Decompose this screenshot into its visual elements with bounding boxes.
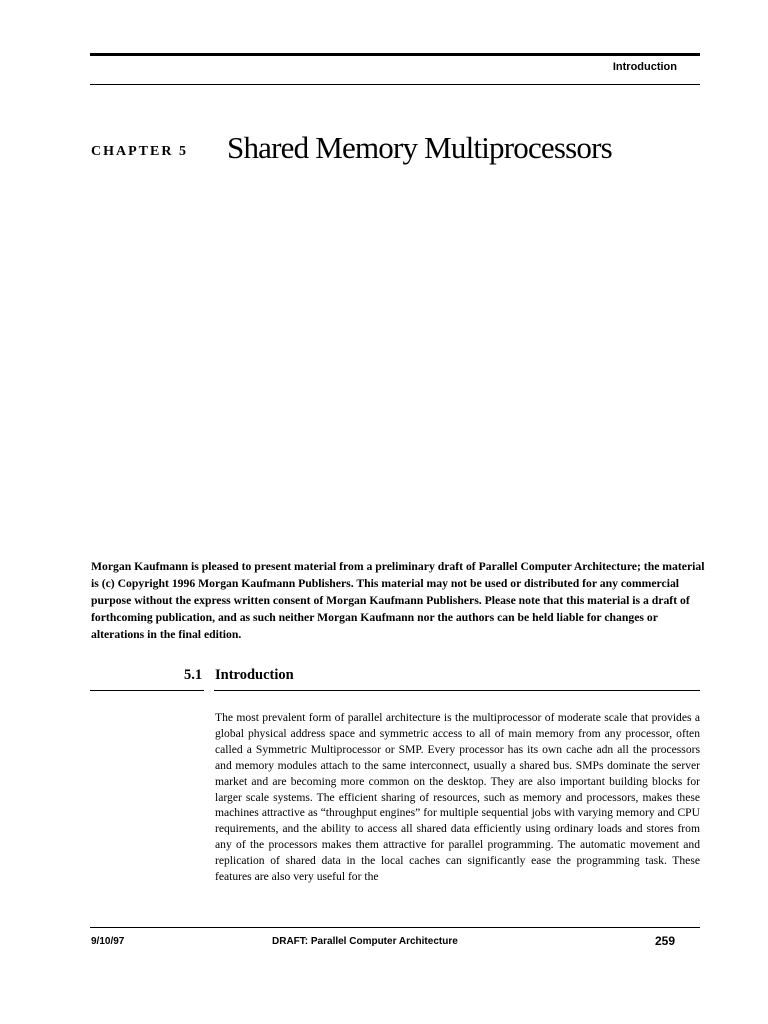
section-title: Introduction <box>215 667 294 683</box>
top-rule <box>90 53 700 56</box>
copyright-notice: Morgan Kaufmann is pleased to present material from a preliminary draft of Parallel Computer Architecture; the material is (c) Copyright 1996 Morgan Kaufmann Publishers. This material may not be used or distributed for any commercial purpose without the express written consent of Morgan Kaufmann Publishers. Please note that this material is a draft of forthcoming publication, and as such neither Morgan Kaufmann nor the authors can be held liable for changes or alterations in the final edition. <box>91 560 705 641</box>
footer-rule <box>90 927 700 928</box>
section-number: 5.1 <box>184 667 203 683</box>
running-head: Introduction <box>612 61 677 73</box>
footer-date: 9/10/97 <box>91 936 125 947</box>
chapter-label: CHAPTER 5 <box>91 144 188 159</box>
footer-title: DRAFT: Parallel Computer Architecture <box>272 936 458 947</box>
page-number: 259 <box>654 934 675 948</box>
section-rule-left <box>90 690 204 691</box>
section-body-paragraph: The most prevalent form of parallel architecture is the multiprocessor of moderate scale that provides a global physical address space and symmetric access to all of main memory from any processor, often called a Symmetric Multiprocessor or SMP. Every processor has its own cache adn all the processors and memory modules attach to the same interconnect, usually a shared bus. SMPs dominate the server market and are becoming more common on the desktop. They are also important building blocks for larger scale systems. The efficient sharing of resources, such as memory and processors, makes these machines attractive as “throughput engines” for multiple sequential jobs with varying memory and CPU requirements, and the ability to access all shared data efficiently using ordinary loads and stores from any of the processors makes them attractive for parallel programming. The automatic movement and replication of shared data in the local caches can significantly ease the programming task. These features are also very useful for the <box>215 711 700 884</box>
header-rule <box>90 84 700 85</box>
chapter-title: Shared Memory Multiprocessors <box>227 130 612 165</box>
section-rule-right <box>214 690 700 691</box>
